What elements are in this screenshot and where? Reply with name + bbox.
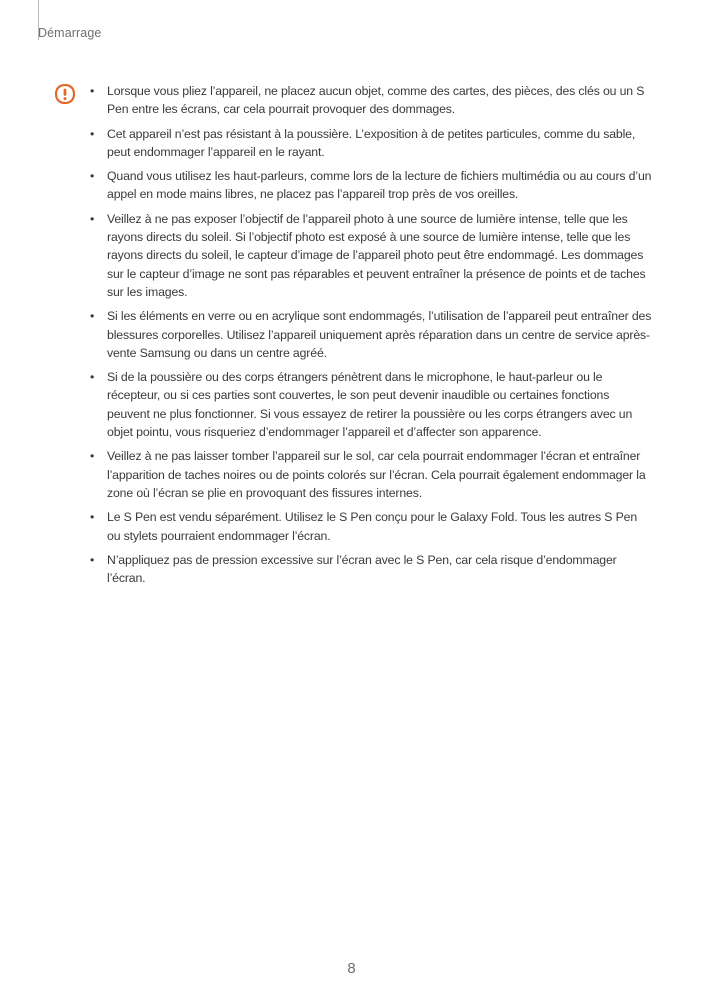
bullet-icon: •: [90, 370, 95, 385]
list-item: [90, 508, 652, 545]
list-item: [90, 167, 652, 204]
list-item: [90, 125, 652, 162]
item-text: Cet appareil n’est pas résistant à la poussière. L’exposition à de petites particules, comme du sable, peut endommager l’appareil en le rayant.: [107, 126, 636, 159]
item-text: Veillez à ne pas exposer l’objectif de l’appareil photo à une source de lumière intense, telle que les rayons directs du soleil. Si l’objectif photo est exposé à une source de lumière intense, telle que les rayons directs du soleil, le capteur d’image de l’appareil photo peut être endommagé. Les dommages sur le capteur d’image ne sont pas réparables et peuvent entraîner la présence de points et de taches sur les images.: [107, 211, 646, 299]
bullet-icon: •: [90, 309, 95, 324]
list-item: [90, 210, 652, 301]
bullet-icon: •: [90, 84, 95, 98]
section-title: Démarrage: [38, 26, 102, 40]
item-text: Veillez à ne pas laisser tomber l’appareil sur le sol, car cela pourrait endommager l’écran et entraîner l’apparition de taches noires ou de points colorés sur l’écran. Cela pourrait également endommager la zone où l’écran se plie en provoquant des fissures internes.: [107, 449, 646, 500]
list-item: [90, 307, 652, 362]
bullet-icon: •: [90, 552, 95, 567]
item-text: Si de la poussière ou des corps étrangers pénètrent dans le microphone, le haut-parleur ou le récepteur, ou si ces parties sont couvertes, le son peut devenir inaudible ou certaines fonctions peuvent ne plus fonctionner. Si vous essayez de retirer la poussière ou les corps étrangers avec un objet pointu, vous risqueriez d’endommager l’appareil et d’affecter son apparence.: [107, 370, 633, 440]
item-text: Si les éléments en verre ou en acrylique sont endommagés, l’utilisation de l’appareil peut entraîner des blessures corporelles. Utilisez l’appareil uniquement après réparation dans un centre de service après-vente Samsung ou dans un centre agréé.: [107, 309, 652, 360]
list-item: [90, 447, 652, 502]
list-item: [90, 82, 652, 119]
bullet-icon: •: [90, 510, 95, 525]
list-item: [90, 368, 652, 441]
bullet-icon: •: [90, 169, 95, 184]
caution-icon: [55, 84, 75, 104]
bullet-icon: •: [90, 449, 95, 464]
page-number: 8: [347, 960, 356, 977]
item-text: Lorsque vous pliez l’appareil, ne placez aucun objet, comme des cartes, des pièces, des clés ou un S Pen entre les écrans, car cela pourrait provoquer des dommages.: [107, 84, 645, 117]
bullet-icon: •: [90, 211, 95, 226]
item-text: Le S Pen est vendu séparément. Utilisez le S Pen conçu pour le Galaxy Fold. Tous les autres S Pen ou stylets pourraient endommager l’écran.: [107, 510, 638, 543]
item-text: Quand vous utilisez les haut-parleurs, comme lors de la lecture de fichiers multimédia ou au cours d’un appel en mode mains libres, ne placez pas l’appareil trop près de vos oreilles.: [107, 169, 652, 202]
caution-list: [90, 82, 652, 593]
bullet-icon: •: [90, 126, 95, 141]
item-text: N’appliquez pas de pression excessive sur l’écran avec le S Pen, car cela risque d’endommager l’écran.: [107, 552, 617, 586]
list-item: [90, 551, 652, 588]
